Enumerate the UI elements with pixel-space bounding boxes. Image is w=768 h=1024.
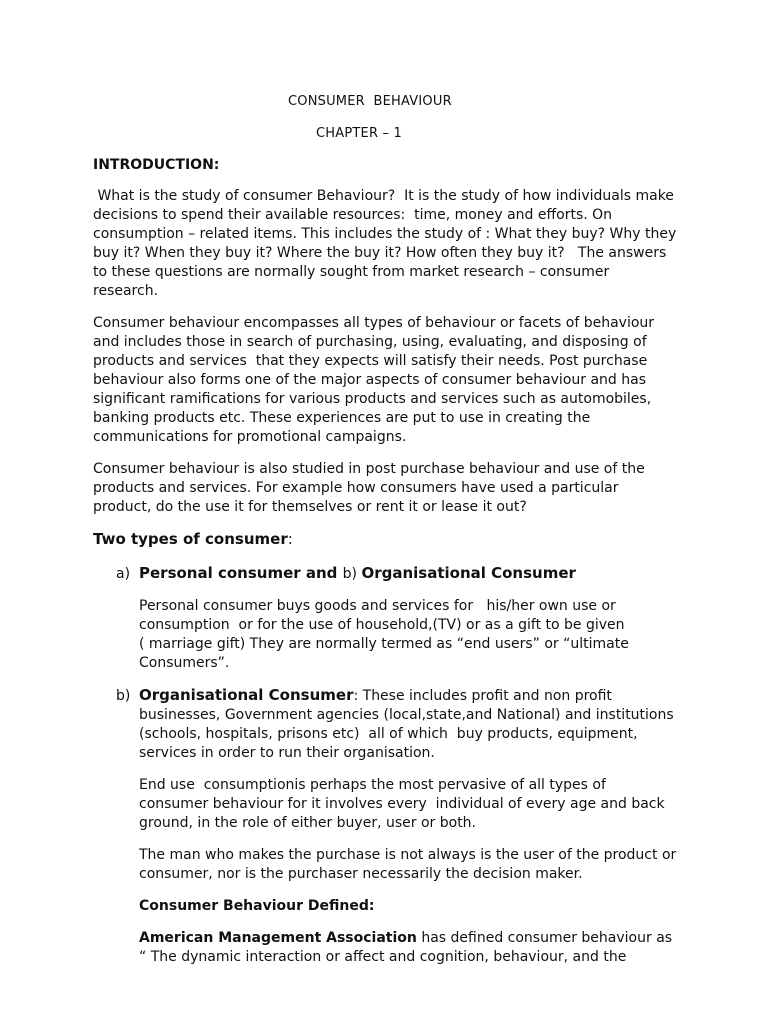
paragraph-line: consumer behaviour for it involves every individual of every age and back xyxy=(139,796,665,812)
paragraph-line: businesses, Government agencies (local,state,and National) and institutions xyxy=(139,707,674,723)
paragraph-line: banking products etc. These experiences are put to use in creating the xyxy=(93,410,591,426)
ama-rest: has defined consumer behaviour as xyxy=(416,930,673,946)
intro-heading: INTRODUCTION: xyxy=(93,157,220,173)
paragraph-line: consumption or for the use of household,(TV) or as a gift to be given xyxy=(139,617,625,633)
item-a-bold-personal: Personal consumer and xyxy=(139,564,343,582)
paragraph-line: What is the study of consumer Behaviour? It is the study of how individuals make xyxy=(93,188,674,204)
paragraph-line: decisions to spend their available resources: time, money and efforts. On xyxy=(93,207,613,223)
item-a-bold-organisational: Organisational Consumer xyxy=(361,564,576,582)
types-heading-rest: : xyxy=(287,530,293,548)
list-marker-a: a) xyxy=(116,566,131,582)
paragraph-line: behaviour also forms one of the major aspects of consumer behaviour and has xyxy=(93,372,646,388)
paragraph-line: significant ramifications for various products and services such as automobiles, xyxy=(93,391,652,407)
paragraph-line: products and services that they expects will satisfy their needs. Post purchase xyxy=(93,353,648,369)
item-a-normal: b) xyxy=(342,566,362,582)
item-b-bold: Organisational Consumer xyxy=(139,686,354,704)
chapter-label: CHAPTER – 1 xyxy=(316,126,403,141)
paragraph-line: services in order to run their organisation. xyxy=(139,745,435,761)
list-marker-b: b) xyxy=(116,688,131,704)
paragraph-line: End use consumptionis perhaps the most pervasive of all types of xyxy=(139,777,606,793)
paragraph-line: Consumer behaviour is also studied in post purchase behaviour and use of the xyxy=(93,461,645,477)
paragraph-line: ground, in the role of either buyer, user or both. xyxy=(139,815,477,831)
paragraph-line: “ The dynamic interaction or affect and cognition, behaviour, and the xyxy=(139,949,627,965)
paragraph-line: The man who makes the purchase is not always is the user of the product or xyxy=(139,847,677,863)
paragraph-line: product, do the use it for themselves or rent it or lease it out? xyxy=(93,499,527,515)
paragraph-line: communications for promotional campaigns. xyxy=(93,429,407,445)
paragraph-line: consumption – related items. This includes the study of : What they buy? Why they xyxy=(93,226,677,242)
paragraph-line: Consumers”. xyxy=(139,655,230,671)
document-title: CONSUMER BEHAVIOUR xyxy=(288,94,452,109)
defined-heading: Consumer Behaviour Defined: xyxy=(139,898,375,914)
paragraph-line: (schools, hospitals, prisons etc) all of which buy products, equipment, xyxy=(139,726,638,742)
paragraph-line: and includes those in search of purchasing, using, evaluating, and disposing of xyxy=(93,334,647,350)
paragraph-line: to these questions are normally sought from market research – consumer xyxy=(93,264,610,280)
paragraph-line: products and services. For example how consumers have used a particular xyxy=(93,480,619,496)
ama-line xyxy=(139,929,672,948)
paragraph-line: Personal consumer buys goods and services for his/her own use or xyxy=(139,598,616,614)
paragraph-line: Consumer behaviour encompasses all types of behaviour or facets of behaviour xyxy=(93,315,655,331)
ama-bold: American Management Association xyxy=(139,930,417,946)
paragraph-line: consumer, nor is the purchaser necessarily the decision maker. xyxy=(139,866,583,882)
paragraph-line: research. xyxy=(93,283,159,299)
paragraph-line: ( marriage gift) They are normally termed as “end users” or “ultimate xyxy=(139,636,629,652)
paragraph-line: buy it? When they buy it? Where the buy it? How often they buy it? The answers xyxy=(93,245,667,261)
item-a-heading xyxy=(139,564,576,584)
item-b-rest: : These includes profit and non profit xyxy=(353,688,612,704)
types-heading-bold: Two types of consumer xyxy=(93,530,288,548)
item-b-heading xyxy=(139,686,612,706)
types-heading xyxy=(93,530,293,549)
